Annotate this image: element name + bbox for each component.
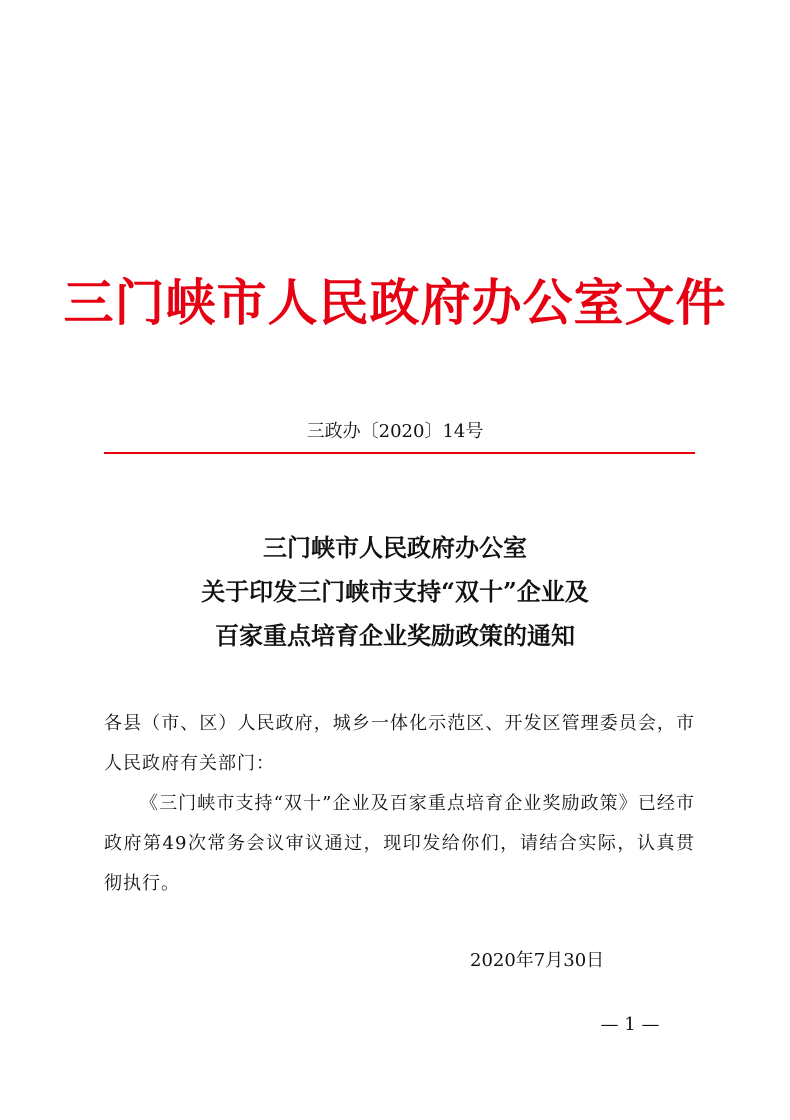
document-number: 三政办〔2020〕14号 (306, 421, 484, 442)
document-title-line-1: 三门峡市人民政府办公室 (263, 533, 527, 562)
issue-date: 2020年7月30日 (470, 950, 605, 971)
red-separator-line (104, 452, 695, 454)
document-title-line-2: 关于印发三门峡市支持“双十”企业及 (201, 577, 589, 606)
salutation: 各县（市、区）人民政府，城乡一体化示范区、开发区管理委员会，市人民政府有关部门： (104, 713, 695, 774)
page-number: — 1 — (600, 1014, 660, 1035)
document-title-line-3: 百家重点培育企业奖励政策的通知 (215, 621, 575, 650)
body-paragraph: 《三门峡市支持“双十”企业及百家重点培育企业奖励政策》已经市政府第49次常务会议审议通过，现印发给你们，请结合实际，认真贯彻执行。 (104, 793, 695, 894)
issuing-authority-title: 三门峡市人民政府办公室文件 (63, 273, 727, 332)
document-title (0, 526, 790, 658)
